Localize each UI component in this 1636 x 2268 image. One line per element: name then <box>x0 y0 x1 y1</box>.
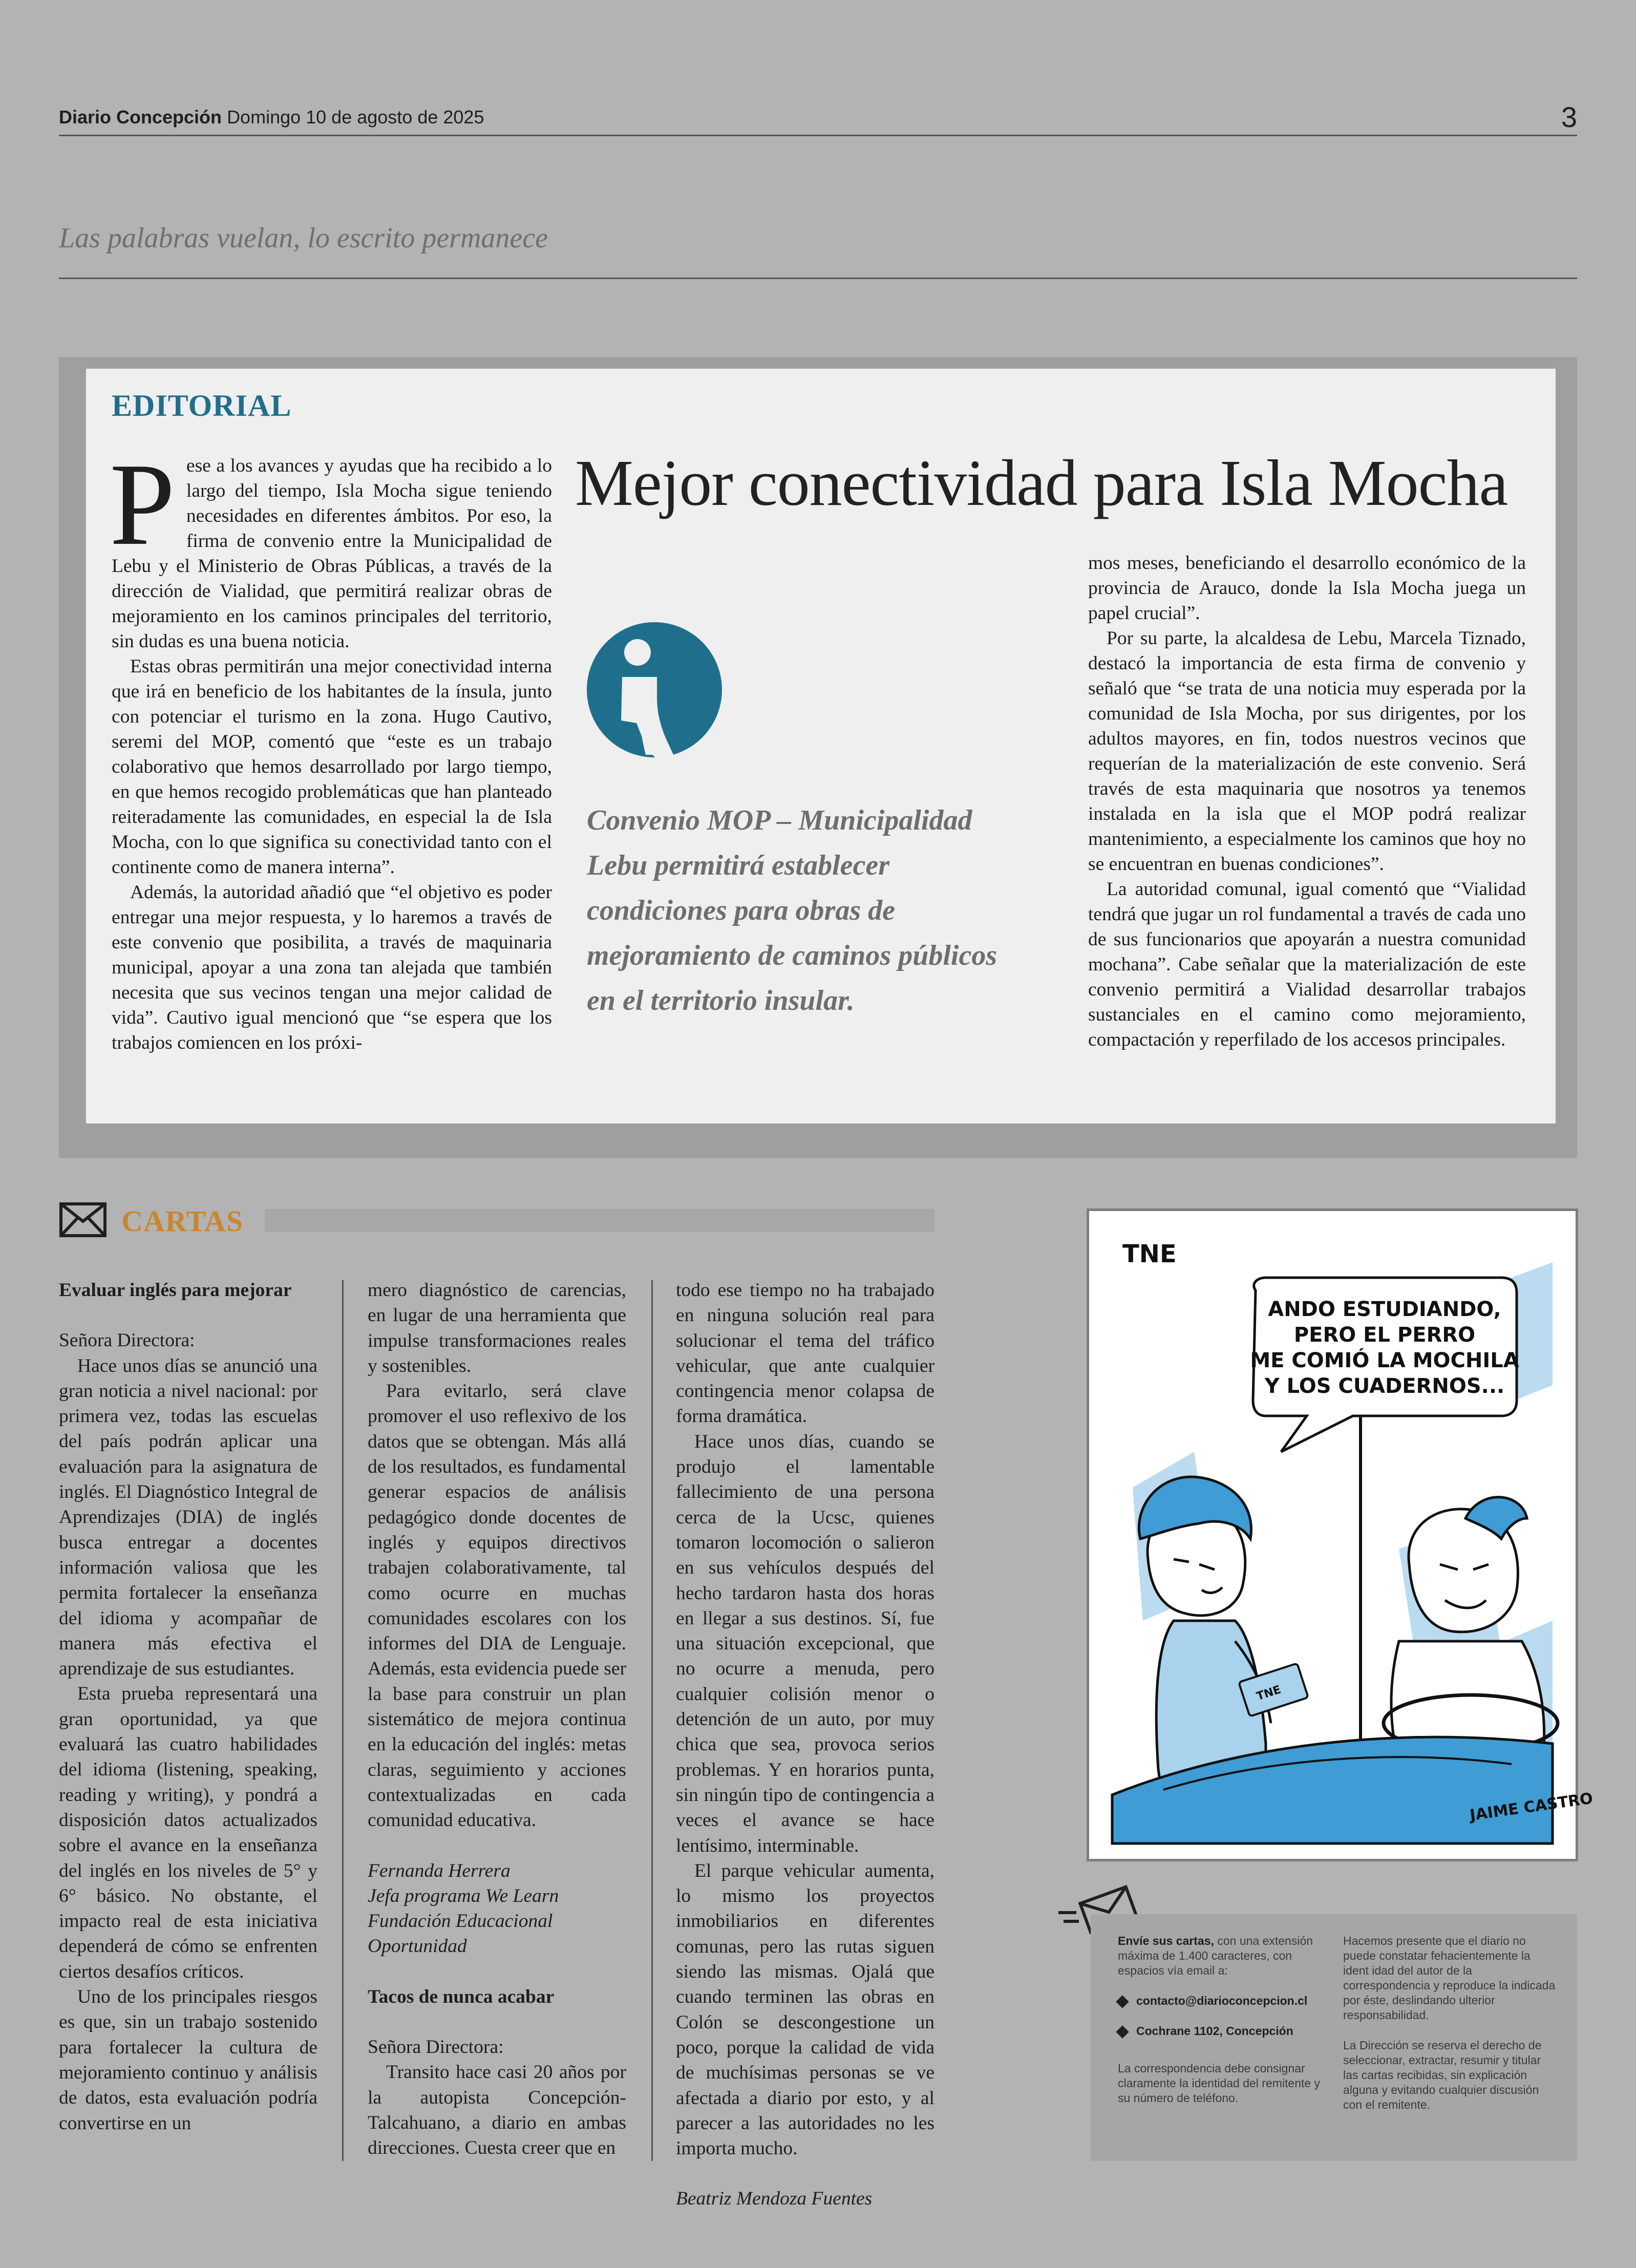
editorial-paragraph: La autoridad comunal, igual comentó que “Vialidad tendrá que jugar un rol fundamental a través de cada uno de sus funcionarios que apoyarán a nuestra comunidad mochana”. Cabe señalar que la materialización de este convenio permitirá a Vialidad desarrollar trabajos sustanciales en el camino como mejoramiento, compactación y reperfilado de los accesos principales. <box>1088 879 1526 1050</box>
contact-note-right-1: Hacemos presente que el diario no puede constatar fehacientemente la ident idad del autor de la correspondencia y reproduce la indicada por éste, deslindando ulterior responsabilidad. <box>1343 1934 1556 2022</box>
page-number: 3 <box>1561 101 1577 133</box>
info-icon <box>585 621 724 764</box>
letter-salutation: Señora Directora: <box>59 1330 195 1351</box>
cartoon-signature: JAIME CASTRO <box>1469 1789 1595 1825</box>
letter-paragraph: mero diagnóstico de carencias, en lugar de una herramienta que impulse transformaciones reales y sostenibles. <box>368 1280 626 1376</box>
cartoon-label: TNE <box>1122 1240 1177 1268</box>
cartoon-frame <box>1087 1209 1595 1861</box>
column-rule <box>651 1280 653 2161</box>
editorial-pull-quote: Convenio MOP – Municipalidad Lebu permitirá establecer condiciones para obras de mejoramiento de caminos públicos en el territorio insular. <box>587 804 997 1016</box>
diamond-bullet-icon <box>1116 2025 1129 2038</box>
diamond-bullet-icon <box>1116 1995 1129 2008</box>
contact-address: Cochrane 1102, Concepción <box>1136 2024 1293 2038</box>
contact-intro-bold: Envíe sus cartas, <box>1118 1934 1214 1947</box>
speech-line-1: ANDO ESTUDIANDO, <box>1268 1298 1501 1321</box>
cartas-bar <box>265 1209 934 1232</box>
letters-column-1 <box>59 1278 317 2161</box>
masthead <box>59 107 484 128</box>
envelope-icon <box>59 1201 108 1239</box>
publication-name: Diario Concepción <box>59 107 222 128</box>
letter-signature-name: Fernanda Herrera <box>368 1860 511 1881</box>
letter-paragraph: Hace unos días se anunció una gran noticia a nivel nacional: por primera vez, todas las escuelas del país podrán aplicar una evaluación para la asignatura de inglés. El Diagnóstico Integral de Aprendizajes (DIA) de inglés busca entregar a docentes información valiosa que les permita fortalecer la enseñanza del idioma y acompañar de manera más efectiva el aprendizaje de sus estudiantes. <box>59 1355 317 1680</box>
tagline: Las palabras vuelan, lo escrito permanece <box>59 218 1577 279</box>
editorial-paragraph: Estas obras permitirán una mejor conectividad interna que irá en beneficio de los habitantes de la ínsula, junto con potenciar el turismo en la zona. Hugo Cautivo, seremi del MOP, comentó que “este es un trabajo colaborativo que hemos desarrollado por largo tiempo, en que hemos recogido problemáticas que han planteado reiteradamente las comunidades, en especial la de Isla Mocha, con lo que significa su conectividad tanto con el continente como de manera interna”. <box>112 656 552 878</box>
editorial-section <box>86 369 1556 1124</box>
editorial-paragraph: Además, la autoridad añadió que “el objetivo es poder entregar una mejor respuesta, y lo haremos a través de este convenio que posibilita, a través de maquinaria municipal, apoyar a una zona tan alejada que también necesita que sus vecinos tengan una mejor calidad de vida”. Cautivo igual mencionó que “se espera que los trabajos comiencen en los próxi- <box>112 882 552 1053</box>
letter-paragraph: El parque vehicular aumenta, lo mismo los proyectos inmobiliarios en diferentes comunas, pero las rutas siguen siendo las mismas. Ojalá que cuando terminen las obras en Colón se descongestione un poco, porque la calidad de vida de muchísimas personas se ve afectada a diario por esto, y al parecer a las autoridades no les importa mucho. <box>676 1860 934 2159</box>
contact-left-column <box>1118 1934 1333 2106</box>
column-rule <box>342 1280 344 2161</box>
cartoon-illustration <box>1112 1232 1595 1843</box>
editorial-column-3 <box>1088 550 1526 1114</box>
page-header <box>59 97 1577 136</box>
cartas-title: CARTAS <box>121 1204 244 1238</box>
issue-date: Domingo 10 de agosto de 2025 <box>227 107 484 128</box>
letter-title: Tacos de nunca acabar <box>368 1986 555 2007</box>
cartas-header <box>59 1201 934 1242</box>
letter-signature-role: Jefa programa We Learn <box>368 1885 559 1906</box>
editorial-paragraph: Por su parte, la alcaldesa de Lebu, Marcela Tiznado, destacó la importancia de esta firma de convenio y señaló que “se trata de una noticia muy esperada por la comunidad de Isla Mocha, por sus dirigentes, por los adultos mayores, en fin, todos nuestros vecinos que requerían de la materialización de este convenio. Será través de esta maquinaria que nosotros ya tenemos instalada en la isla que el MOP podrá realizar mantenimiento, a especialmente los caminos que hoy no se encuentran en buenas condiciones”. <box>1088 628 1526 875</box>
editorial-column-1 <box>110 439 552 1114</box>
contact-intro <box>1118 1934 1333 1978</box>
letter-paragraph: Uno de los principales riesgos es que, sin un trabajo sostenido para fortalecer la cultura de mejoramiento continuo y análisis de datos, esta evaluación podría convertirse en un <box>59 1986 317 2134</box>
contact-address-row <box>1118 2024 1333 2039</box>
cartoon-card-text: TNE <box>1255 1683 1283 1704</box>
editorial-label: EDITORIAL <box>112 389 292 422</box>
letter-paragraph: Hace unos días, cuando se produjo el lamentable fallecimiento de una persona cerca de la Ucsc, quienes tomaron locomoción o salieron en sus vehículos después del hecho tardaron hasta dos horas en llegar a sus destinos. Sí, fue una situación excepcional, que no ocurre a menuda, pero cualquier colisión menor o detención de un auto, por muy chica que sea, provoca serios problemas. Y en horarios punta, sin ningún tipo de contingencia a veces el avance se hace lentísimo, interminable. <box>676 1431 934 1856</box>
letter-signature-name: Beatriz Mendoza Fuentes <box>676 2188 873 2210</box>
letters-column-2 <box>368 1278 626 2161</box>
editorial-headline: Mejor conectividad para Isla Mocha <box>575 447 1508 519</box>
speech-line-4: Y LOS CUADERNOS... <box>1264 1374 1505 1398</box>
contact-box <box>1091 1914 1577 2161</box>
editorial-paragraph: mos meses, beneficiando el desarrollo económico de la provincia de Arauco, donde la Isla Mocha juega un papel crucial”. <box>1088 553 1526 624</box>
speech-line-3: ME COMIÓ LA MOCHILA <box>1250 1349 1519 1372</box>
letters-column-3 <box>676 1278 934 2210</box>
contact-note-left: La correspondencia debe consignar claramente la identidad del remitente y su número de teléfono. <box>1118 2062 1321 2105</box>
contact-note-right-2: La Dirección se reserva el derecho de seleccionar, extractar, resumir y titular las cartas recibidas, sin explicación alguna y evitando cualquier discusión con el remitente. <box>1343 2039 1542 2111</box>
speech-line-2: PERO EL PERRO <box>1293 1323 1476 1347</box>
contact-email[interactable]: contacto@diarioconcepcion.cl <box>1136 1994 1308 2007</box>
letter-paragraph: todo ese tiempo no ha trabajado en ninguna solución real para solucionar el tema del tráfico vehicular, que ante cualquier contingencia menor colapsa de forma dramática. <box>676 1280 934 1427</box>
letter-signature-org: Fundación Educacional Oportunidad <box>368 1911 553 1957</box>
letter-salutation: Señora Directora: <box>368 2037 504 2058</box>
letter-title: Evaluar inglés para mejorar <box>59 1280 292 1301</box>
editorial-paragraph: ese a los avances y ayudas que ha recibido a lo largo del tiempo, Isla Mocha sigue teniendo necesidades en diferentes ámbitos. Por eso, la firma de convenio entre la Municipalidad de Lebu y el Ministerio de Obras Públicas, a través de la dirección de Vialidad, que permitirá realizar obras de mejoramiento en los caminos principales del territorio, sin dudas es una buena noticia. <box>112 455 552 652</box>
contact-email-row <box>1118 1994 1333 2008</box>
letter-paragraph: Esta prueba representará una gran oportunidad, ya que evaluará las cuatro habilidades del idioma (listening, speaking, reading y writing), y pondrá a disposición datos actualizados sobre el avance en la enseñanza del inglés en los niveles de 5° y 6° básico. No obstante, el impacto real de esta iniciativa dependerá de cómo se enfrenten ciertos desafíos críticos. <box>59 1683 317 1982</box>
drop-cap: P <box>110 439 175 569</box>
letter-paragraph: Para evitarlo, será clave promover el uso reflexivo de los datos que se obtengan. Más allá de los resultados, es fundamental generar espacios de análisis pedagógico donde docentes de inglés y equipos directivos trabajen colaborativamente, tal como ocurre en muchas comunidades escolares con los informes del DIA de Lenguaje. Además, esta evidencia puede ser la base para construir un plan sistemático de mejora continua en la educación del inglés: metas claras, seguimiento y acciones contextualizadas en cada comunidad educativa. <box>368 1381 626 1831</box>
contact-right-column <box>1343 1934 1556 2112</box>
contact-intro-rest: con una extensión máxima de 1.400 caracteres, con espacios vía email a: <box>1118 1934 1313 1977</box>
letter-paragraph: Transito hace casi 20 años por la autopista Concepción-Talcahuano, a diario en ambas direcciones. Cuesta creer que en <box>368 2062 626 2159</box>
